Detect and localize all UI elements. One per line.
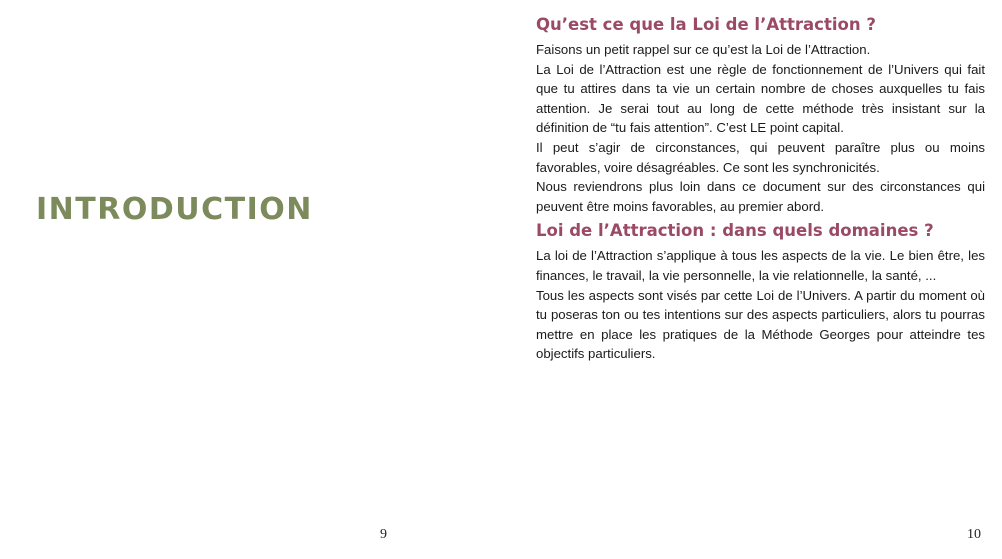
paragraph: La loi de l’Attraction s’applique à tous les aspects de la vie. Le bien être, les finances, le travail, la vie personnelle, la vie relationnelle, la santé, ... (536, 248, 985, 283)
page-number-left: 9 (380, 527, 387, 542)
page-content (536, 10, 985, 364)
paragraph: Nous reviendrons plus loin dans ce document sur des circonstances qui peuvent être moins favorables, au premier abord. (536, 179, 985, 214)
paragraph: Faisons un petit rappel sur ce qu’est la Loi de l’Attraction. (536, 42, 871, 57)
section-heading-what-is-loa: Qu’est ce que la Loi de l’Attraction ? (536, 15, 876, 34)
paragraph: La Loi de l’Attraction est une règle de fonctionnement de l’Univers qui fait que tu attires dans ta vie un certain nombre de choses auxquelles tu fais attention. Je serai tout au long de cette méthode très insistant sur la définition de “tu fais attention”. C’est LE point capital. (536, 61, 985, 136)
right-page (500, 0, 1002, 559)
chapter-title: INTRODUCTION (36, 192, 313, 227)
paragraph: Tous les aspects sont visés par cette Loi de l’Univers. A partir du moment où tu poseras ton ou tes intentions sur des aspects particuliers, alors tu pourras mettre en place les pratiques de la Méthode Georges pour atteindre tes objectifs particuliers. (536, 287, 985, 362)
paragraph: Il peut s’agir de circonstances, qui peuvent paraître plus ou moins favorables, voire désagréables. Ce sont les synchronicités. (536, 139, 985, 175)
page-number-right: 10 (967, 527, 981, 542)
left-page (0, 0, 500, 559)
section-heading-domains: Loi de l’Attraction : dans quels domaines ? (536, 221, 934, 241)
